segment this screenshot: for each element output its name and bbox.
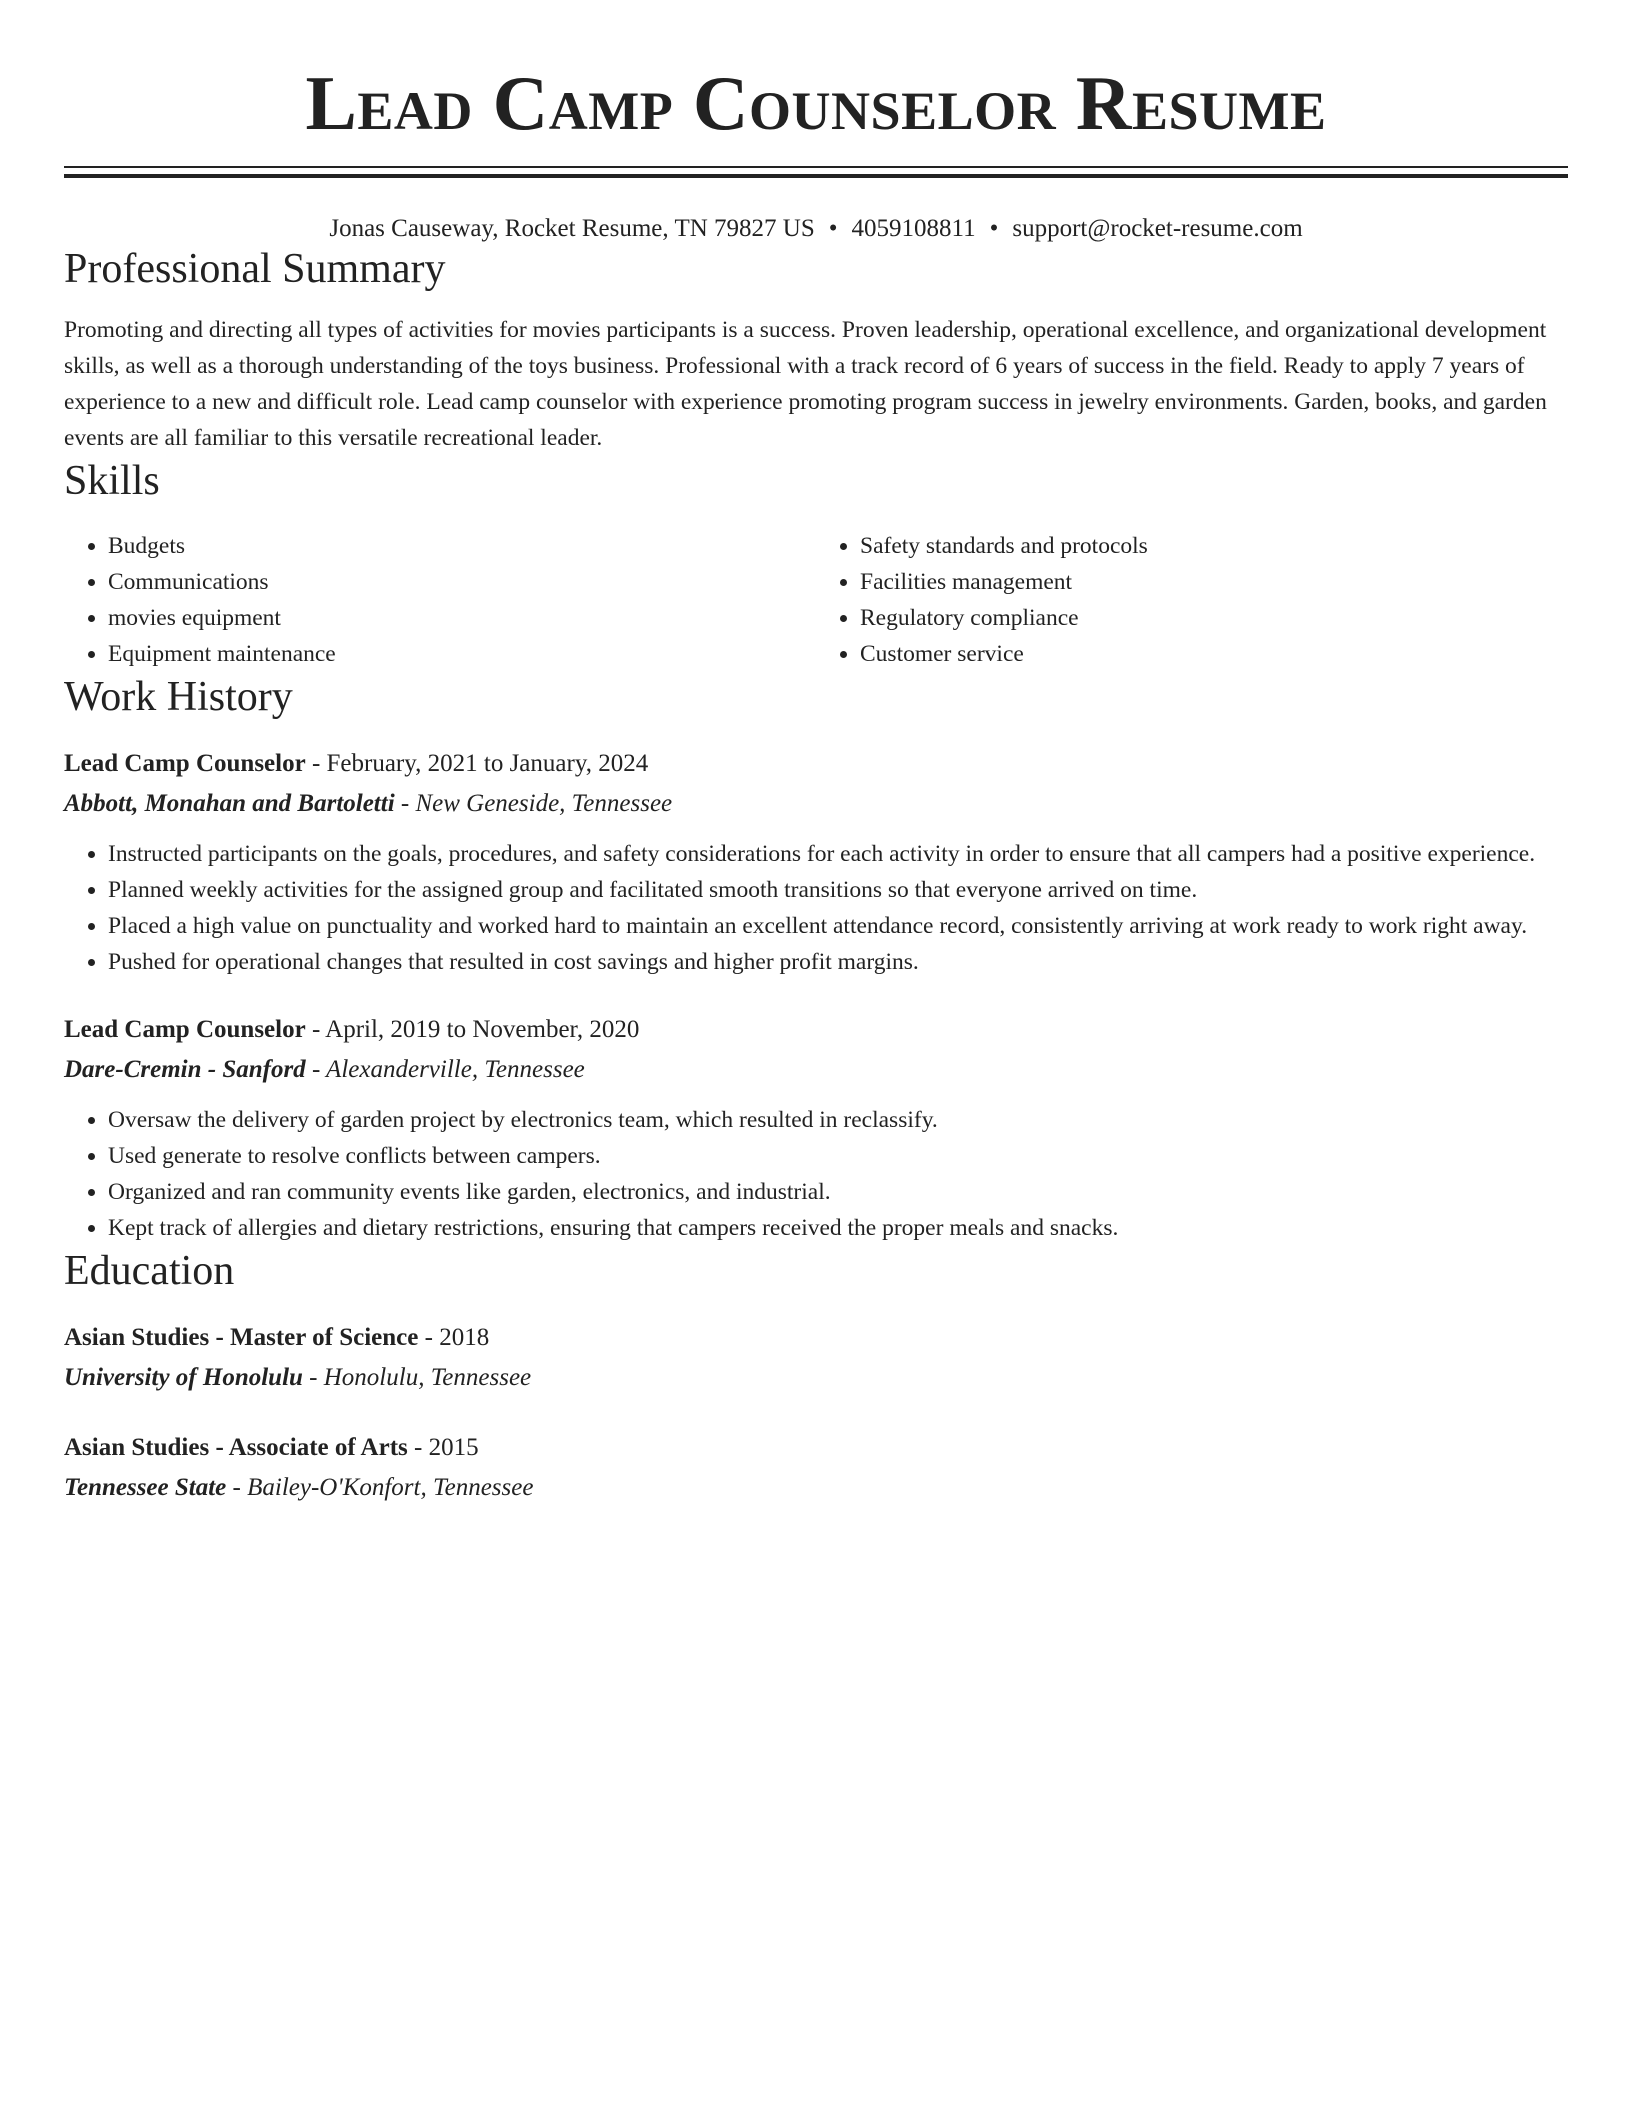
education-header bbox=[64, 1428, 1568, 1468]
bullet-separator-icon: • bbox=[828, 215, 838, 242]
job-employer-line bbox=[64, 784, 1568, 824]
education-location: - Bailey-O'Konfort, Tennessee bbox=[226, 1474, 534, 1501]
education-school: Tennessee State bbox=[64, 1474, 227, 1501]
job-location: - New Geneside, Tennessee bbox=[394, 790, 673, 817]
skill-item: • Budgets bbox=[108, 528, 816, 564]
title-divider-thin bbox=[64, 166, 1568, 168]
job-company: Dare-Cremin - Sanford bbox=[64, 1056, 306, 1083]
skills-list-left bbox=[64, 528, 816, 672]
summary-text: Promoting and directing all types of activities for movies participants is a success. Proven leadership, operational excellence, and organizational development skills, as well as a thorough understanding of the toys business. Professional with a track record of 6 years of success in the field. Ready to apply 7 years of experience to a new and difficult role. Lead camp counselor with experience promoting program success in jewelry environments. Garden, books, and garden events are all familiar to this versatile recreational leader. bbox=[64, 317, 1547, 451]
job-bullets bbox=[64, 836, 1568, 980]
skill-item: • movies equipment bbox=[108, 600, 816, 636]
job-location: - Alexanderville, Tennessee bbox=[305, 1056, 585, 1083]
job-bullets bbox=[64, 1102, 1568, 1246]
job-bullet: • Organized and ran community events like garden, electronics, and industrial. bbox=[108, 1174, 1568, 1210]
job-bullet: • Used generate to resolve conflicts between campers. bbox=[108, 1138, 1568, 1174]
education-location: - Honolulu, Tennessee bbox=[302, 1364, 532, 1391]
skill-item: • Regulatory compliance bbox=[860, 600, 1568, 636]
education-school-line bbox=[64, 1468, 1568, 1508]
title-divider-thick bbox=[64, 174, 1568, 178]
job-bullet: • Pushed for operational changes that resulted in cost savings and higher profit margins. bbox=[108, 944, 1568, 980]
job-entry bbox=[64, 744, 1568, 980]
education-degree: Asian Studies - Associate of Arts bbox=[64, 1434, 408, 1461]
work-history-heading: Work History bbox=[64, 674, 293, 720]
skill-item: • Customer service bbox=[860, 636, 1568, 672]
skills-list-right bbox=[816, 528, 1568, 672]
job-title: Lead Camp Counselor bbox=[64, 1016, 306, 1043]
skill-item: • Facilities management bbox=[860, 564, 1568, 600]
skills-heading: Skills bbox=[64, 458, 160, 504]
education-header bbox=[64, 1318, 1568, 1358]
education-degree: Asian Studies - Master of Science bbox=[64, 1324, 419, 1351]
job-dates: - February, 2021 to January, 2024 bbox=[305, 750, 649, 777]
job-employer-line bbox=[64, 1050, 1568, 1090]
resume-title: Lead Camp Counselor Resume bbox=[305, 60, 1327, 146]
bullet-separator-icon: • bbox=[989, 215, 999, 242]
skills-grid bbox=[64, 528, 1568, 672]
job-header bbox=[64, 744, 1568, 784]
job-bullet: • Kept track of allergies and dietary restrictions, ensuring that campers received the proper meals and snacks. bbox=[108, 1210, 1568, 1246]
job-bullet: • Placed a high value on punctuality and worked hard to maintain an excellent attendance record, consistently arriving at work ready to work right away. bbox=[108, 908, 1568, 944]
education-year: - 2018 bbox=[418, 1324, 490, 1351]
job-bullet: • Instructed participants on the goals, procedures, and safety considerations for each activity in order to ensure that all campers had a positive experience. bbox=[108, 836, 1568, 872]
education-school: University of Honolulu bbox=[64, 1364, 303, 1391]
education-heading: Education bbox=[64, 1248, 235, 1294]
job-bullet: • Planned weekly activities for the assigned group and facilitated smooth transitions so that everyone arrived on time. bbox=[108, 872, 1568, 908]
contact-phone: 4059108811 bbox=[851, 215, 976, 242]
job-title: Lead Camp Counselor bbox=[64, 750, 306, 777]
education-school-line bbox=[64, 1358, 1568, 1398]
job-entry bbox=[64, 1010, 1568, 1246]
education-entry bbox=[64, 1428, 1568, 1508]
skill-item: • Equipment maintenance bbox=[108, 636, 816, 672]
summary-heading: Professional Summary bbox=[64, 246, 446, 292]
skill-item: • Safety standards and protocols bbox=[860, 528, 1568, 564]
resume-page bbox=[64, 0, 1568, 1508]
job-dates: - April, 2019 to November, 2020 bbox=[305, 1016, 640, 1043]
job-bullet: • Oversaw the delivery of garden project by electronics team, which resulted in reclassify. bbox=[108, 1102, 1568, 1138]
contact-line bbox=[64, 214, 1568, 244]
contact-address: Jonas Causeway, Rocket Resume, TN 79827 US bbox=[329, 215, 815, 242]
contact-email: support@rocket-resume.com bbox=[1012, 215, 1303, 242]
skill-item: • Communications bbox=[108, 564, 816, 600]
education-year: - 2015 bbox=[407, 1434, 479, 1461]
job-header bbox=[64, 1010, 1568, 1050]
job-company: Abbott, Monahan and Bartoletti bbox=[64, 790, 395, 817]
education-entry bbox=[64, 1318, 1568, 1398]
